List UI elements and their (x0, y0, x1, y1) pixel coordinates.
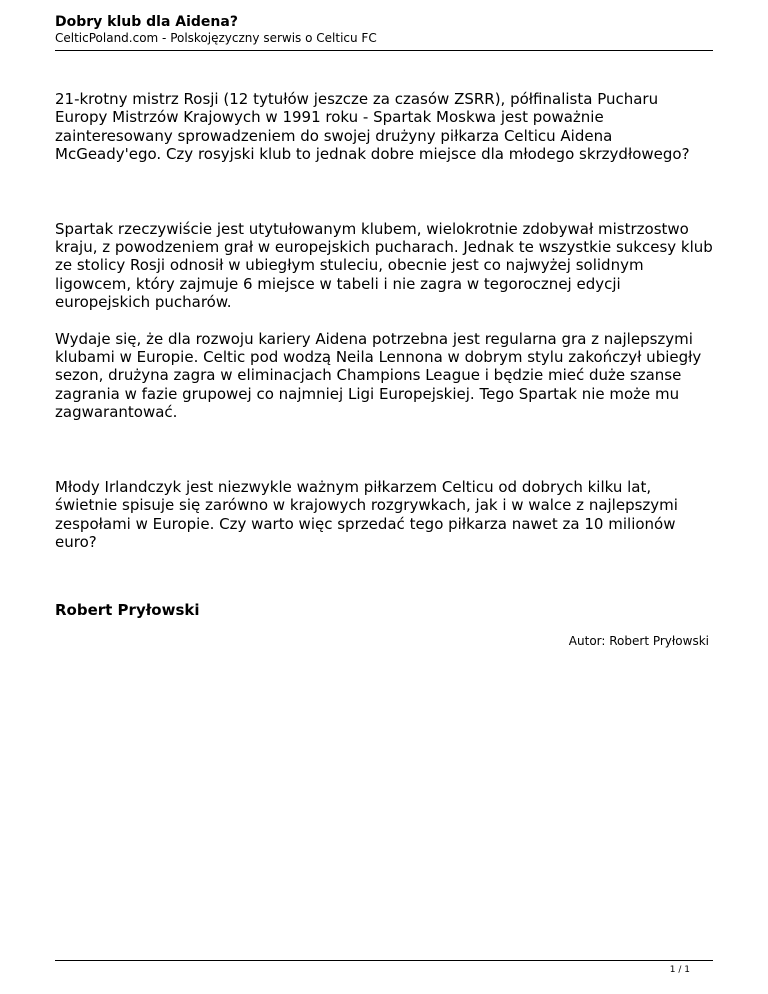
author-byline: Autor: Robert Pryłowski (568, 634, 709, 648)
document-title: Dobry klub dla Aidena? (55, 14, 238, 30)
page-number: 1 / 1 (669, 965, 690, 975)
author-signature: Robert Pryłowski (55, 601, 200, 620)
footer-divider (55, 960, 713, 961)
header-divider (55, 50, 713, 51)
site-subtitle: CelticPoland.com - Polskojęzyczny serwis o Celticu FC (55, 31, 377, 45)
page-header (55, 14, 713, 46)
article-body (55, 90, 715, 619)
article-paragraph-3: Wydaje się, że dla rozwoju kariery Aidena potrzebna jest regularna gra z najlepszymi klubami w Europie. Celtic pod wodzą Neila Lennona w dobrym stylu zakończył ubiegły sezon, drużyna zagra w eliminacjach Champions League i będzie mieć duże szanse zagrania w fazie grupowej co najmniej Ligi Europejskiej. Tego Spartak nie może mu zagwarantować. (55, 329, 702, 422)
article-paragraph-1: 21-krotny mistrz Rosji (12 tytułów jeszcze za czasów ZSRR), półfinalista Pucharu Europy Mistrzów Krajowych w 1991 roku - Spartak Moskwa jest poważnie zainteresowany sprowadzeniem do swojej drużyny piłkarza Celticu Aidena McGeady'ego. Czy rosyjski klub to jednak dobre miejsce dla młodego skrzydłowego? (55, 90, 690, 164)
article-paragraph-2: Spartak rzeczywiście jest utytułowanym klubem, wielokrotnie zdobywał mistrzostwo kraju, z powodzeniem grał w europejskich pucharach. Jednak te wszystkie sukcesy klub ze stolicy Rosji odnosił w ubiegłym stuleciu, obecnie jest co najwyżej solidnym ligowcem, który zajmuje 6 miejsce w tabeli i nie zagra w tegorocznej edycji europejskich pucharów. (55, 219, 713, 312)
article-paragraph-4: Młody Irlandczyk jest niezwykle ważnym piłkarzem Celticu od dobrych kilku lat, świetnie spisuje się zarówno w krajowych rozgrywkach, jak i w walce z najlepszymi zespołami w Europie. Czy warto więc sprzedać tego piłkarza nawet za 10 milionów euro? (55, 477, 678, 551)
